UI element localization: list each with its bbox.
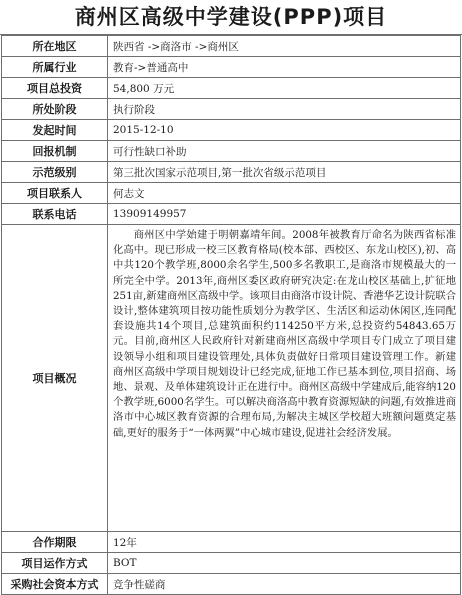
table-row: [2, 553, 461, 574]
row-value-contact-person: 何志文: [108, 183, 461, 204]
row-label-procurement-method: 采购社会资本方式: [2, 574, 108, 595]
row-value-total-investment: 54,800 万元: [108, 78, 461, 99]
project-info-table: [1, 35, 461, 595]
row-label-launch-date: 发起时间: [2, 120, 108, 141]
row-value-stage: 执行阶段: [108, 99, 461, 120]
row-value-industry: 教育->普通高中: [108, 57, 461, 78]
table-row: [2, 225, 461, 532]
table-row: [2, 99, 461, 120]
row-label-demo-level: 示范级别: [2, 162, 108, 183]
row-label-industry: 所属行业: [2, 57, 108, 78]
row-label-contact-person: 项目联系人: [2, 183, 108, 204]
table-row: [2, 120, 461, 141]
table-row: [2, 78, 461, 99]
row-label-return-mechanism: 回报机制: [2, 141, 108, 162]
row-label-overview: 项目概况: [2, 225, 108, 532]
row-value-demo-level: 第三批次国家示范项目,第一批次省级示范项目: [108, 162, 461, 183]
row-label-stage: 所处阶段: [2, 99, 108, 120]
table-row: [2, 183, 461, 204]
row-label-cooperation-term: 合作期限: [2, 532, 108, 553]
row-value-cooperation-term: 12年: [108, 532, 461, 553]
table-row: [2, 574, 461, 595]
row-value-overview: 商州区中学始建于明朝嘉靖年间。2008年被教育厅命名为陕西省标准化高中。现已形成一校三区教育格局(校本部、西校区、东龙山校区),初、高中共120个教学班,8000余名学生,500多名教职工,是商洛市规模最大的一所完全中学。2013年,商州区委区政府研究决定:在龙山校区基础上,扩征地251亩,新建商州区高级中学。该项目由商洛市设计院、香港华艺设计院联合设计,整体建筑项目按功能性质划分为教学区、生活区和运动休闲区,连同配套设施共14个项目,总建筑面积约114250平方米,总投资约54843.65万元。目前,商州区人民政府针对新建商州区高级中学项目专门成立了项目建设领导小组和项目建设管理处,具体负责做好日常项目建设管理工作。新建商州区高级中学项目规划设计已经完成,征地工作已基本到位,项目招商、场地、景观、及单体建筑设计正在进行中。商州区高级中学建成后,能容纳120个教学班,6000名学生。可以解决商洛高中教育资源短缺的问题,有效推进商洛市中心城区教育资源的合理布局,为解决主城区学校超大班额问题奠定基础,更好的服务于“一体两翼”中心城市建设,促进社会经济发展。: [108, 225, 461, 532]
row-value-region: 陕西省 ->商洛市 ->商州区: [108, 36, 461, 57]
row-value-operation-mode: BOT: [108, 553, 461, 574]
document-title: 商州区高级中学建设(PPP)项目: [0, 0, 462, 35]
table-row: [2, 57, 461, 78]
table-row: [2, 141, 461, 162]
table-row: [2, 204, 461, 225]
row-value-launch-date: 2015-12-10: [108, 120, 461, 141]
row-value-procurement-method: 竞争性磋商: [108, 574, 461, 595]
row-label-operation-mode: 项目运作方式: [2, 553, 108, 574]
row-label-contact-phone: 联系电话: [2, 204, 108, 225]
table-row: [2, 532, 461, 553]
row-value-contact-phone: 13909149957: [108, 204, 461, 225]
row-label-total-investment: 项目总投资: [2, 78, 108, 99]
row-value-return-mechanism: 可行性缺口补助: [108, 141, 461, 162]
table-row: [2, 36, 461, 57]
row-label-region: 所在地区: [2, 36, 108, 57]
table-row: [2, 162, 461, 183]
